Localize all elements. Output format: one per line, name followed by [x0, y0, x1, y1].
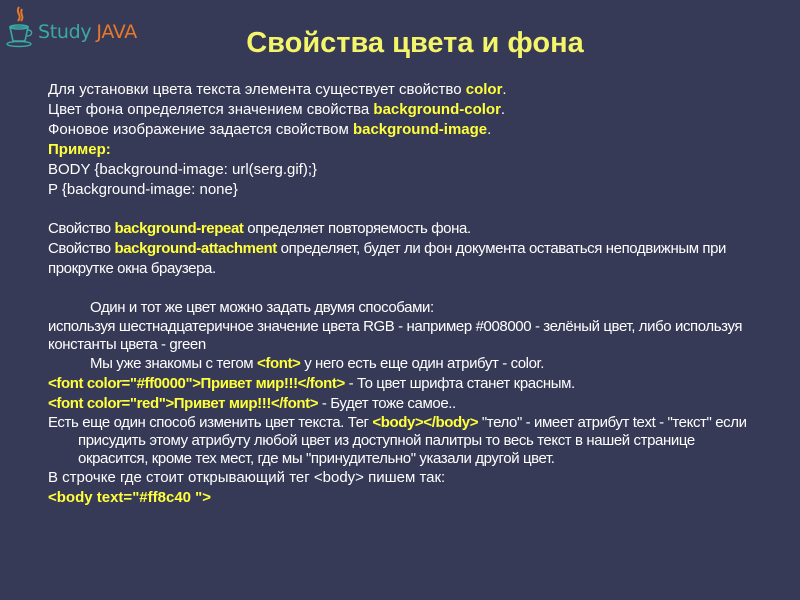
- code-font-red: <font color="red">Привет мир!!!</font>: [48, 395, 319, 412]
- paragraph-background-image: [48, 120, 758, 140]
- code-body-text: <body text="#ff8c40 ">: [48, 489, 212, 506]
- keyword-font-tag: <font>: [256, 355, 301, 372]
- text: - Будет тоже самое..: [318, 395, 456, 412]
- keyword-background-repeat: background-repeat: [114, 220, 244, 237]
- text: "тело" - имеет атрибут text - "текст" если присудить этому атрибуту любой цвет из доступной палитры то весь текст в нашей странице окрасится, кроме тех мест, где мы "принудительно" указали другой цвет.: [78, 414, 747, 467]
- spacer: [48, 200, 758, 219]
- code-body-tag: <body></body>: [372, 414, 479, 431]
- paragraph-two-ways: Один и тот же цвет можно задать двумя способами:: [90, 299, 434, 316]
- paragraph-font-tag: [48, 354, 758, 374]
- paragraph-background-attachment: [48, 239, 758, 279]
- text: .: [487, 121, 492, 138]
- paragraph-rgb: используя шестнадцатеричное значение цвета RGB - например #008000 - зелёный цвет, либо используя константы цвета - green: [48, 318, 743, 353]
- text: .: [500, 101, 506, 118]
- text: Для установки цвета текста элемента существует свойство: [48, 81, 466, 98]
- code-font-hex: <font color="#ff0000">Привет мир!!!</font>: [48, 375, 345, 392]
- example-font-hex: [48, 374, 758, 394]
- text: Свойство: [48, 220, 115, 237]
- code-line-body: BODY {background-image: url(serg.gif);}: [48, 161, 318, 178]
- paragraph-body-line: В строчке где стоит открывающий тег <body> пишем так:: [48, 469, 446, 486]
- example-heading: Пример:: [48, 141, 111, 158]
- example-label: [48, 140, 758, 160]
- keyword-color: color: [465, 81, 503, 98]
- spacer: [48, 279, 758, 298]
- text: .: [502, 81, 507, 98]
- text: Мы уже знакомы с тегом: [90, 355, 257, 372]
- slide-title: Свойства цвета и фона: [246, 27, 584, 59]
- text: Свойство: [48, 240, 115, 257]
- text: у него есть еще один атрибут - color.: [300, 355, 545, 372]
- text: Цвет фона определяется значением свойства: [48, 101, 374, 118]
- logo-study-text: Study: [38, 21, 92, 43]
- example-body-text: [48, 488, 758, 508]
- keyword-background-color: background-color: [373, 101, 501, 118]
- slide-body: [48, 80, 758, 508]
- text: определяет, будет ли фон документа оставаться неподвижным при прокрутке окна браузера.: [48, 240, 727, 277]
- paragraph-body-text: [48, 414, 758, 468]
- text: Есть еще один способ изменить цвет текста. Тег: [48, 414, 373, 431]
- text: Фоновое изображение задается свойством: [48, 121, 353, 138]
- text: - То цвет шрифта станет красным.: [344, 375, 575, 392]
- logo-java-text: JAVA: [96, 21, 137, 43]
- keyword-background-image: background-image: [352, 121, 488, 138]
- example-font-red: [48, 394, 758, 414]
- paragraph-color: [48, 80, 758, 100]
- keyword-background-attachment: background-attachment: [114, 240, 277, 257]
- code-line-p: P {background-image: none}: [48, 181, 238, 198]
- paragraph-background-repeat: [48, 219, 758, 239]
- text: определяет повторяемость фона.: [243, 220, 471, 237]
- paragraph-background-color: [48, 100, 758, 120]
